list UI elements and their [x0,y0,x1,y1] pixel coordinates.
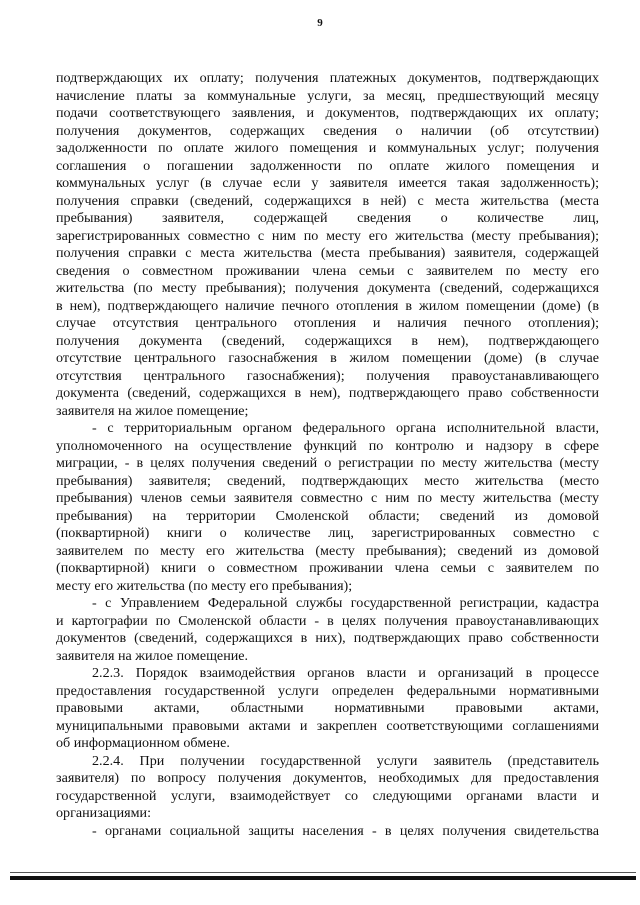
scan-border-line [10,872,636,873]
text-line: документа (сведений, содержащихся в нем), подтверждающего право собственности [56,385,599,401]
text-line: заявителя на жилое помещение; [56,402,249,419]
text-line: миграции, - в целях получения сведений о регистрации по месту жительства (месту [56,455,599,471]
page-number: 9 [317,17,323,29]
text-line: об информационном обмене. [56,735,230,751]
text-line: сведения о совместном проживании члена семьи с заявителем по месту его [56,262,599,279]
text-line: организациями: [56,805,151,821]
scan-bottom-edge [10,876,636,880]
text-line: получения документа (сведений, содержащихся в нем), подтверждающего [56,332,599,349]
text-line: зарегистрированных совместно с ним по месту его жительства (месту пребывания); [56,227,599,244]
text-line: уполномоченного на осуществление функций по контролю и надзору в сфере [56,437,599,454]
text-line: и картографии по Смоленской области - в целях получения правоустанавливающих [56,612,599,629]
text-line: пребывания) заявителя; сведений, подтверждающих место жительства (место [56,472,599,489]
text-line: заявителя) по вопросу получения документов, необходимых для предоставления [56,770,599,786]
text-line: получения справки (сведений, содержащихся в ней) с места жительства (места [56,192,599,209]
text-line: жительства (по месту пребывания); получения документа (сведений, содержащихся [56,280,599,296]
text-line: - с Управлением Федеральной службы государственной регистрации, кадастра [92,595,599,611]
text-line: начисление платы за коммунальные услуги, за месяц, предшествующий месяцу [56,87,599,104]
text-line: задолженности по оплате жилого помещения и коммунальных услуг; получения [56,140,599,156]
text-line: коммунальных услуг (в случае если у заявителя имеется такая задолженность); [56,175,599,191]
text-line: правовыми актами, областными нормативными правовыми актами, [56,700,599,716]
text-line: отсутствия центрального газоснабжения); получения правоустанавливающего [56,367,599,384]
text-line: в нем), подтверждающего наличие печного отопления в жилом помещении (доме) (в [56,297,599,314]
text-line: случае отсутствия центрального отопления и наличия печного отопления); [56,315,599,331]
text-line: государственной услуги, взаимодействует со следующими органами власти и [56,787,599,804]
text-line: соглашения о погашении задолженности по оплате жилого помещения и [56,157,599,174]
text-line: предоставления государственной услуги определен федеральными нормативными [56,682,599,699]
text-line: - органами социальной защиты населения - в целях получения свидетельства [92,822,599,839]
text-line: 2.2.3. Порядок взаимодействия органов власти и организаций в процессе [92,665,599,681]
text-line: пребывания) на территории Смоленской области; сведений из домовой [56,507,599,524]
text-line: пребывания) заявителя, содержащей сведения о количестве лиц, [56,210,599,226]
text-line: месту его жительства (по месту его пребывания); [56,577,353,594]
text-line: - с территориальным органом федерального органа исполнительной власти, [92,420,599,436]
text-line: заявителя на жилое помещение. [56,647,249,664]
text-line: подачи соответствующего заявления, и документов, подтверждающих их оплату; [56,105,599,121]
text-line: муниципальными правовыми актами и закреплен соответствующими соглашениями [56,717,599,734]
text-line: документов (сведений, содержащихся в них), подтверждающих право собственности [56,630,599,646]
text-line: заявителем по месту его жительства (месту пребывания); сведений из домовой [56,542,599,559]
text-line: подтверждающих их оплату; получения платежных документов, подтверждающих [56,70,599,86]
document-body [56,70,599,840]
text-line: отсутствие центрального газоснабжения в жилом помещении (доме) (в случае [56,350,599,366]
text-line: получения справки с места жительства (места пребывания) заявителя, содержащей [56,245,599,261]
text-line: пребывания) членов семьи заявителя совместно с ним по месту жительства (месту [56,490,599,506]
text-line: (поквартирной) книги о совместном проживании члена семьи с заявителем по [56,560,599,576]
text-line: 2.2.4. При получении государственной услуги заявитель (представитель [92,752,599,769]
text-line: (поквартирной) книги о количестве лиц, зарегистрированных совместно с [56,525,599,541]
text-line: получения документов, содержащих сведения о наличии (об отсутствии) [56,122,599,139]
